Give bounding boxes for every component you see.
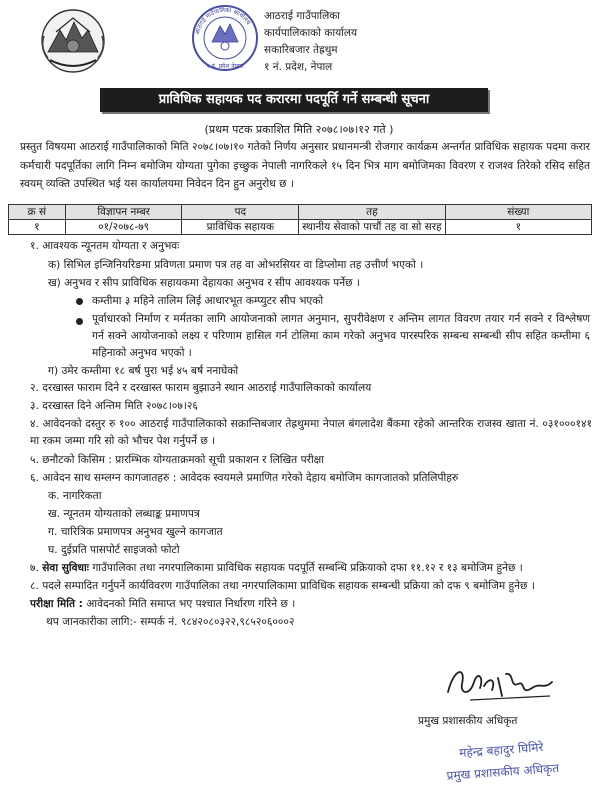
document-photo: घ. दुईप्रति पासपोर्ट साइजको फोटो [48, 544, 180, 556]
col-header-level: तह [299, 205, 445, 220]
qualification-c: ग) उमेर कम्तीमा १८ बर्ष पुरा भई ४५ बर्ष ननाघेको [48, 365, 239, 377]
cell-level: स्थानीय सेवाको पाचौं तह वा सो सरह [299, 220, 445, 235]
item-5-selection: ५. छनौटको किसिम : प्रारम्भिक योग्यताक्रमको सूची प्रकाशन र लिखित परीक्षा [30, 454, 325, 466]
item-7-benefits [30, 560, 523, 577]
item-8-duties: ८. पदले सम्पादित गर्नुपर्ने कार्यविवरण गाउँपालिका तथा नगरपालिकामा प्राविधिक सहायक सम्बन्धी प्रक्रिया को दफ ९ बमोजिम हुनेछ । [30, 580, 535, 592]
office-location: सकारिबजार तेह्रथुम [264, 44, 338, 56]
handwritten-signature [440, 658, 560, 706]
item-7-number: ७. [30, 562, 39, 574]
bullet-icon [76, 318, 83, 325]
qualification-b1: कम्तीमा ३ महिने तालिम लिई आधारभूत कम्प्युटर सीप भएको [92, 295, 324, 307]
office-name: आठराई गाउँपालिका [264, 10, 341, 22]
office-department: कार्यपालिकाको कार्यालय [264, 27, 358, 39]
col-header-ad-number: विज्ञापन नम्बर [65, 205, 182, 220]
qualification-b2: पूर्वाधारको निर्माण र मर्मतका लागि आयोजनाको लागत अनुमान, सुपरीवेक्षण र अन्तिम लागत विवरण तयार गर्न सक्ने र विश्लेषण गर्न सक्ने आयोजनाको लक्ष्य र परिणाम हासिल गर्न टोलिमा काम गरेको अनुभव पारस्परिक सम्बन्ध सम्बन्धी सीप सहित कम्तीमा ६ महिनाको अनुभव भएको । [92, 313, 590, 359]
cell-post: प्राविधिक सहायक [182, 220, 299, 235]
vacancy-table [8, 204, 592, 235]
document-character: ग. चारित्रिक प्रमाणपत्र अनुभव खुल्ने कागजात [48, 526, 223, 538]
col-header-count: संख्या [445, 205, 591, 220]
qualification-heading: १. आवश्यक न्यूनतम योग्यता र अनुभवः [30, 240, 180, 252]
notice-title: प्राविधिक सहायक पद करारमा पदपूर्ति गर्ने सम्बन्धी सूचना [100, 88, 488, 112]
notice-intro-paragraph: प्रस्तुत विषयमा आठराई गाउँपालिकाको मिति २०७८।०७।१० गतेको निर्णय अनुसार प्रधानमन्त्री रोजगार कार्यक्रम अन्तर्गत प्राविधिक सहायक पदमा करार कर्मचारी पदपूर्तिका लागि निम्न बमोजिम योग्यता पुगेका इच्छुक नेपाली नागरिकले १५ दिन भित्र माग बमोजिमका विवरण र राजश्व तिरेको रसिद सहित स्वयम् व्यक्ति उपस्थित भई यस कार्यालयमा निवेदन दिन हुन अनुरोध छ । [20, 141, 590, 190]
svg-text:१ नं. प्रदेश नेपाल: १ नं. प्रदेश नेपाल [206, 63, 244, 70]
cell-serial: १ [9, 220, 66, 235]
nepal-emblem-logo [36, 8, 110, 74]
table-header-row [9, 205, 592, 220]
item-6-documents: ६. आवेदन साथ सम्लग्न कागजातहरु : आवेदक स्वयमले प्रमाणित गरेको देहाय बमोजिम कागजातको प्रतिलिपीहरु [30, 472, 459, 484]
col-header-post: पद [182, 205, 299, 220]
col-header-serial: क्र सं [9, 205, 66, 220]
cell-ad-number: ०१/२०७८-७९ [65, 220, 182, 235]
table-row [9, 220, 592, 235]
item-2-application-place: २. दरखास्त फाराम दिने र दरखास्त फाराम बुझाउने स्थान आठराई गाउँपालिकाको कार्यालय [30, 382, 372, 394]
exam-date-text: आवेदनको मिति समाप्त भए पश्चात निर्धारण गरिने छ । [86, 598, 296, 610]
cell-count: १ [445, 220, 591, 235]
signatory-title: प्रमुख प्रशासकीय अधिकृत [418, 715, 518, 727]
item-3-deadline: ३. दरखास्त दिने अन्तिम मिति २०७८।०७।२६ [30, 400, 198, 412]
qualification-a: क) सिभिल इन्जिनियरिङमा प्रविणता प्रमाण पत्र तह वा ओभरसियर वा डिप्लोमा तह उत्तीर्ण भएको । [48, 259, 424, 271]
exam-date-label: परीक्षा मिति : [30, 598, 83, 610]
item-4-fee: ४. आवेदनको दस्तुर रु १०० आठराई गाउँपालिकाको सक्रान्तिबजार तेह्रथुममा नेपाल बंगलादेश बैंकमा रहेको आन्तरिक राजस्व खाता नं. ०३१०००१४१ मा रकम जम्मा गरि सो को भौचर पेश गर्नुपर्ने छ । [30, 418, 592, 447]
office-address-block [264, 8, 357, 76]
contact-line: थप जानकारीका लागि:- सम्पर्क नं. ९८४२०८०३२२,९८५२०६०००२ [46, 616, 295, 628]
item-7-text: गाउँपालिका तथा नगरपालिकामा प्राविधिक सहायक पदपूर्ति सम्बन्धि प्रक्रियाको दफा ११.१२ र १३ बमोजिम हुनेछ । [92, 562, 523, 574]
bullet-icon [76, 298, 83, 305]
exam-date-line [30, 596, 295, 613]
svg-text:प्रमुख प्रशासकीय अधिकृत: प्रमुख प्रशासकीय अधिकृत [446, 761, 560, 783]
officer-name-stamp [418, 730, 586, 790]
svg-text:आठराई गाउँपालिका कार्यालय: आठराई गाउँपालिका कार्यालय [194, 6, 252, 36]
document-citizenship: क. नागरिकता [48, 490, 102, 502]
svg-text:महेन्द्र बहादुर घिमिरे: महेन्द्र बहादुर घिमिरे [458, 740, 544, 760]
qualification-b: ख) अनुभव र सीप प्राविधिक सहायकमा देहायका अनुभव र सीप आवश्यक पर्नेछ । [48, 277, 360, 289]
publication-date: (प्रथम पटक प्रकाशित मिति २०७८।०७।१२ गते ) [204, 123, 394, 136]
office-province: १ नं. प्रदेश, नेपाल [264, 61, 333, 73]
document-marksheet: ख. न्यूनतम योग्यताको लब्धाङ्क प्रमाणपत्र [48, 508, 200, 520]
office-seal-stamp [190, 2, 260, 74]
item-7-label: सेवा सुविधाः [42, 562, 89, 574]
